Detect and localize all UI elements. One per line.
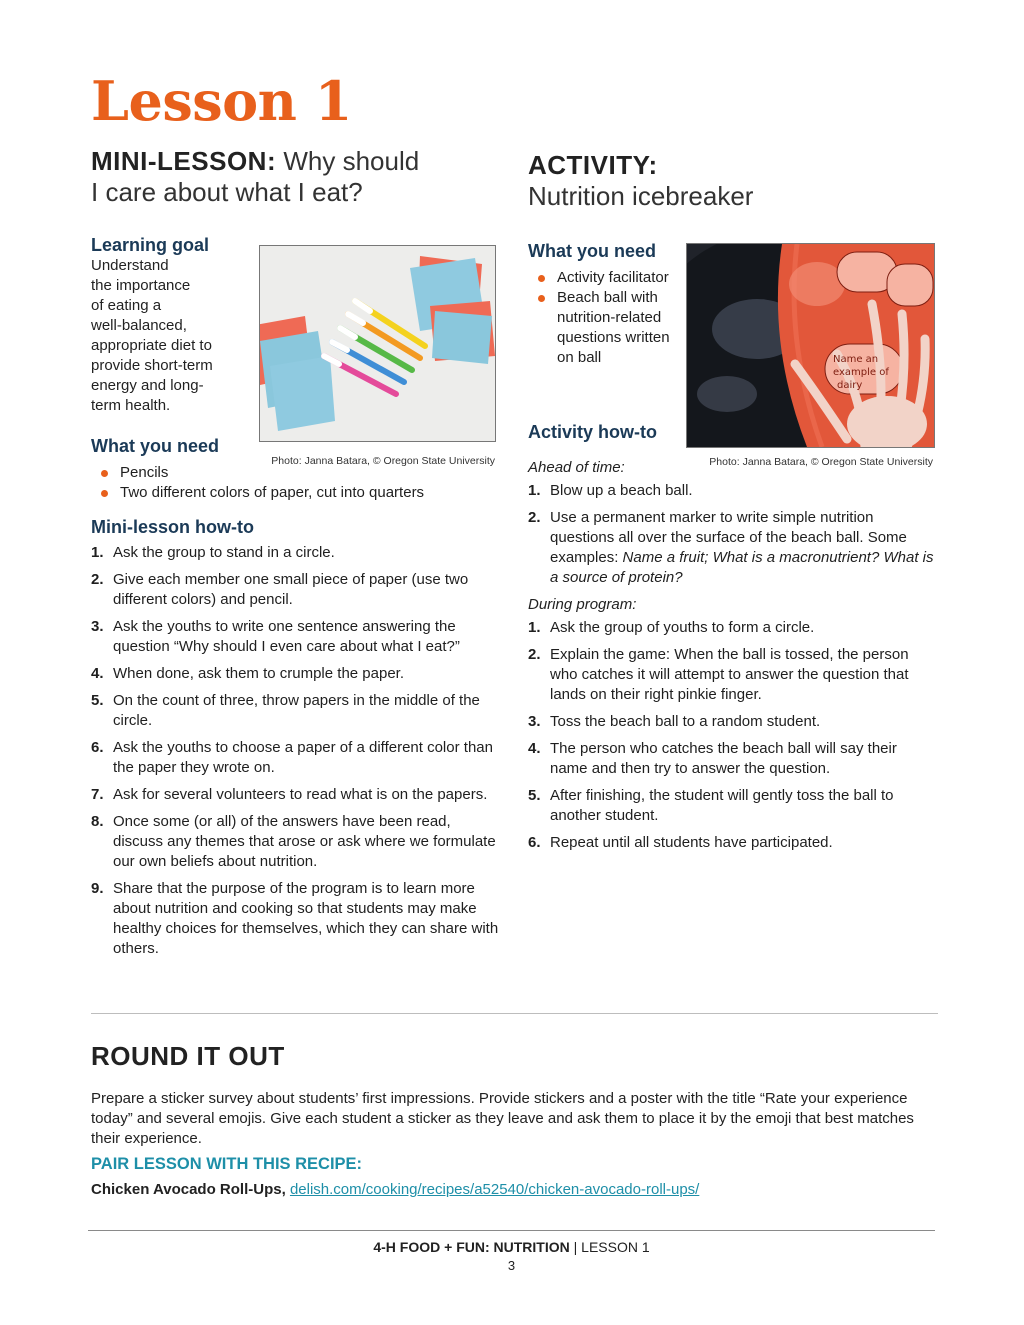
- step-text-main: Ask the group to stand in a circle.: [113, 544, 335, 561]
- step-text: [113, 664, 501, 684]
- round-it-out-heading: [91, 1041, 285, 1072]
- pair-lesson-heading: PAIR LESSON WITH THIS RECIPE:: [91, 1155, 363, 1173]
- step-examples: Name a fruit; What is a macronutrient? What is a source of protein?: [550, 549, 934, 586]
- recipe-name: Chicken Avocado Roll-Ups,: [91, 1181, 286, 1198]
- step-text: [113, 785, 501, 805]
- step-item: [91, 691, 501, 731]
- step-text: [113, 879, 501, 959]
- activity-heading: [528, 150, 948, 212]
- step-item: [528, 739, 938, 779]
- during-steps-list: [528, 618, 938, 853]
- mini-lesson-title-part1: Why should: [283, 146, 420, 176]
- ball-text-line2: example of: [833, 367, 889, 378]
- step-text-main: When done, ask them to crumple the paper.: [113, 665, 404, 682]
- papers-pencils-photo: [259, 245, 496, 442]
- learning-goal-heading: Learning goal: [91, 235, 210, 255]
- learning-goal-line: the importance: [91, 277, 191, 294]
- learning-goal-line: Understand: [91, 257, 169, 274]
- step-item: [91, 570, 501, 610]
- learning-goal-line: energy and long-: [91, 377, 204, 394]
- step-text-main: Ask the youths to write one sentence answering the question “Why should I even care about what I eat?”: [113, 618, 460, 655]
- step-text: [113, 570, 501, 610]
- step-text-main: Ask the youths to choose a paper of a different color than the paper they wrote on.: [113, 739, 493, 776]
- step-text-main: Blow up a beach ball.: [550, 482, 693, 499]
- step-item: [91, 879, 501, 959]
- step-item: [91, 738, 501, 778]
- step-number: 1.: [91, 544, 104, 561]
- learning-goal-line: of eating a: [91, 297, 162, 314]
- mini-lesson-heading: [91, 146, 491, 208]
- section-divider: [91, 1013, 938, 1014]
- learning-goal: [91, 234, 256, 416]
- activity-needs-list: [528, 268, 678, 368]
- step-item: [91, 664, 501, 684]
- step-text: [113, 691, 501, 731]
- step-number: 7.: [91, 786, 104, 803]
- during-program-label: During program:: [528, 596, 637, 613]
- mini-lesson-photo-caption: Photo: Janna Batara, © Oregon State University: [271, 455, 495, 467]
- footer-series: 4-H FOOD + FUN: NUTRITION: [373, 1239, 570, 1255]
- step-number: 5.: [528, 787, 541, 804]
- mini-what-you-need-heading: What you need: [91, 436, 220, 456]
- step-item: [528, 508, 938, 588]
- step-item: [528, 618, 938, 638]
- step-number: 2.: [528, 509, 541, 526]
- step-number: 3.: [91, 618, 104, 635]
- footer-divider: [88, 1230, 935, 1231]
- step-text-main: Explain the game: When the ball is tossed, the person who catches it will attempt to answer the question that lands on their right pinkie finger.: [550, 646, 909, 703]
- step-number: 8.: [91, 813, 104, 830]
- step-text: [550, 786, 938, 826]
- learning-goal-line: appropriate diet to: [91, 337, 212, 354]
- activity-label: ACTIVITY:: [528, 150, 658, 180]
- step-text-main: Ask the group of youths to form a circle.: [550, 619, 815, 636]
- step-text-main: Share that the purpose of the program is to learn more about nutrition and cooking so that students may make healthy choices for themselves, which they can share with others.: [113, 880, 499, 957]
- step-number: 6.: [528, 834, 541, 851]
- step-item: [528, 833, 938, 853]
- footer-line: [88, 1238, 935, 1256]
- step-item: [91, 812, 501, 872]
- step-item: [91, 617, 501, 657]
- step-text: [113, 812, 501, 872]
- ahead-steps-list: [528, 481, 938, 588]
- step-number: 6.: [91, 739, 104, 756]
- mini-how-to: [91, 516, 501, 966]
- mini-lesson-label: MINI-LESSON:: [91, 146, 277, 176]
- step-text: [550, 645, 938, 705]
- step-text: [113, 543, 501, 563]
- step-text-main: The person who catches the beach ball will say their name and then try to answer the question.: [550, 740, 897, 777]
- step-number: 9.: [91, 880, 104, 897]
- step-number: 5.: [91, 692, 104, 709]
- recipe-link[interactable]: delish.com/cooking/recipes/a52540/chicken-avocado-roll-ups/: [289, 1181, 700, 1198]
- activity-what-you-need-heading: What you need: [528, 241, 657, 261]
- step-number: 3.: [528, 713, 541, 730]
- step-text: [550, 508, 938, 588]
- recipe-line: [91, 1180, 936, 1200]
- activity-how-to-heading: Activity how-to: [528, 422, 657, 442]
- ball-text-line3: dairy: [837, 380, 863, 391]
- list-item: Activity facilitator: [528, 268, 678, 288]
- list-item: Pencils: [91, 463, 501, 483]
- learning-goal-line: provide short-term: [91, 357, 213, 374]
- step-text-main: Toss the beach ball to a random student.: [550, 713, 821, 730]
- beach-ball-illustration: [687, 244, 934, 447]
- papers-pencils-illustration: [260, 246, 495, 441]
- step-text: [550, 712, 938, 732]
- step-text: [550, 618, 938, 638]
- step-text: [550, 739, 938, 779]
- step-item: [528, 645, 938, 705]
- step-item: [528, 481, 938, 501]
- lesson-title: Lesson 1: [91, 69, 352, 133]
- learning-goal-line: well-balanced,: [91, 317, 187, 334]
- step-text: [550, 481, 938, 501]
- step-number: 1.: [528, 619, 541, 636]
- step-text-main: After finishing, the student will gently toss the ball to another student.: [550, 787, 894, 824]
- step-item: [91, 785, 501, 805]
- footer-lesson: LESSON 1: [581, 1239, 650, 1255]
- mini-needs-list: [91, 463, 501, 503]
- activity-how-to: [528, 421, 938, 860]
- round-it-out-title: ROUND IT OUT: [91, 1041, 285, 1071]
- step-item: [528, 712, 938, 732]
- mini-what-you-need: [91, 435, 501, 503]
- step-text-main: Once some (or all) of the answers have been read, discuss any themes that arose or ask where we formulate our own beliefs about nutrition.: [113, 813, 496, 870]
- mini-how-to-heading: Mini-lesson how-to: [91, 517, 254, 537]
- step-number: 2.: [91, 571, 104, 588]
- learning-goal-text: [91, 256, 256, 416]
- step-text: [113, 738, 501, 778]
- step-number: 4.: [91, 665, 104, 682]
- learning-goal-line: term health.: [91, 397, 171, 414]
- page-number: 3: [507, 1258, 516, 1273]
- ahead-of-time-label: Ahead of time:: [528, 459, 625, 476]
- step-text-main: Use a permanent marker to write simple nutrition questions all over the surface of the beach ball. Some examples:: [550, 509, 907, 566]
- step-text-main: Give each member one small piece of paper (use two different colors) and pencil.: [113, 571, 469, 608]
- step-item: [528, 786, 938, 826]
- mini-lesson-title-part2: I care about what I eat?: [91, 177, 363, 207]
- step-number: 2.: [528, 646, 541, 663]
- step-text-main: Ask for several volunteers to read what is on the papers.: [113, 786, 488, 803]
- step-text: [550, 833, 938, 853]
- step-text-main: Repeat until all students have participated.: [550, 834, 833, 851]
- activity-photo-caption: Photo: Janna Batara, © Oregon State University: [709, 456, 933, 468]
- ball-text-line1: Name an: [833, 354, 879, 365]
- footer-separator: |: [573, 1239, 578, 1255]
- step-number: 4.: [528, 740, 541, 757]
- round-it-out-text: Prepare a sticker survey about students’ first impressions. Provide stickers and a poster with the title “Rate your experience today” and several emojis. Give each student a sticker as they leave and ask them to place it by the emoji that best matches their experience.: [91, 1090, 914, 1147]
- activity-what-you-need: [528, 240, 678, 368]
- mini-steps-list: [91, 543, 501, 959]
- step-text: [113, 617, 501, 657]
- list-item: Beach ball with nutrition-related questions written on ball: [528, 288, 678, 368]
- list-item: Two different colors of paper, cut into quarters: [91, 483, 501, 503]
- beach-ball-photo: [686, 243, 935, 448]
- activity-title: Nutrition icebreaker: [528, 181, 754, 211]
- step-item: [91, 543, 501, 563]
- step-text-main: On the count of three, throw papers in the middle of the circle.: [113, 692, 480, 729]
- step-number: 1.: [528, 482, 541, 499]
